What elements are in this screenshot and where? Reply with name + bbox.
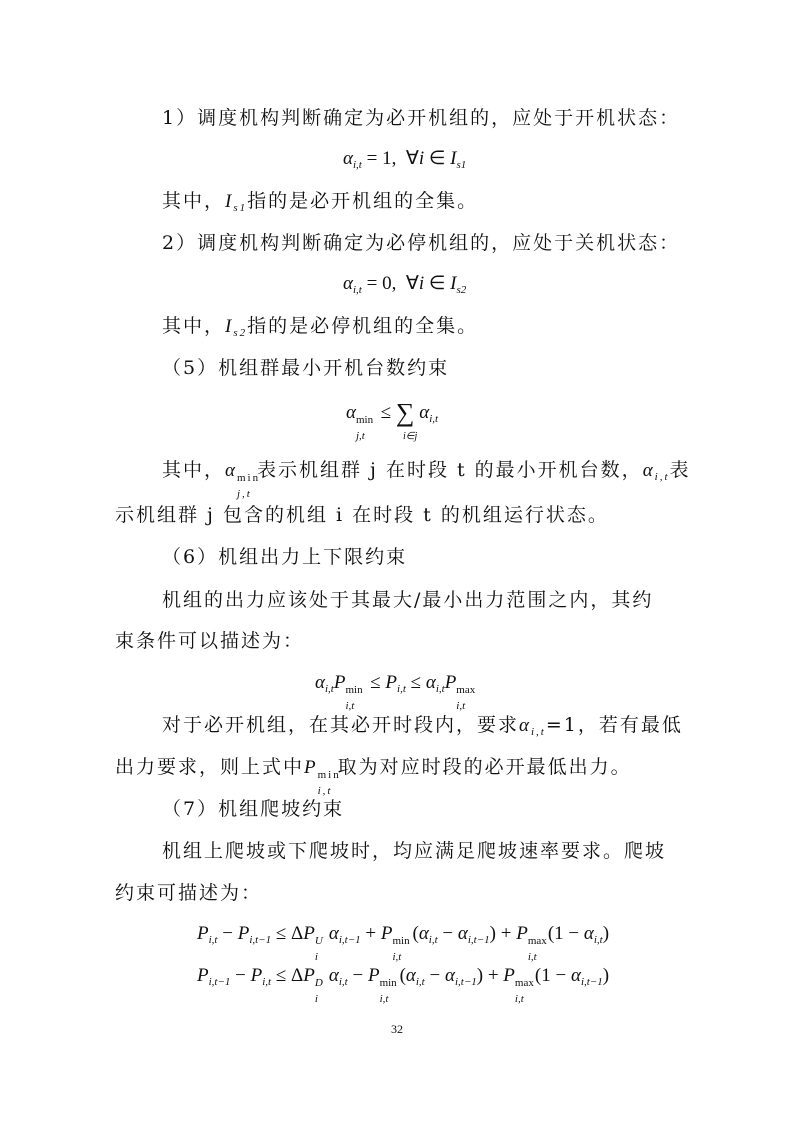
- symbol-P-min-it: P min i,t: [304, 757, 341, 797]
- text-b: 取为对应时段的必开最低出力。: [337, 756, 632, 778]
- text-b: =1，若有最低: [545, 714, 683, 736]
- equation-ramp-down: $P_{i,t-1} - P_{i,t} \le \Delta P$ D i $\alpha_{i,t} - P$ min i,t $(\alpha_{i,t} - \alpha_{i,t-1}) + P$ max i,t $(1 - \alpha_{i,t-1})$: [197, 965, 610, 1005]
- output-limit-paragraph-line2: 束条件可以描述为：: [115, 630, 305, 652]
- ramp-paragraph-line1: 机组上爬坡或下爬坡时，均应满足爬坡速率要求。爬坡: [162, 840, 667, 862]
- text-prefix: 其中，: [162, 315, 226, 337]
- symbol-Is1: $I_{s1}$: [225, 191, 248, 214]
- min-online-description-line1: [162, 458, 691, 500]
- must-run-set-description: [162, 189, 478, 214]
- text-a: 其中，: [162, 459, 226, 481]
- text-a: 对于必开机组，在其必开时段内，要求: [162, 714, 520, 736]
- must-run-output-line1: [162, 713, 683, 738]
- text-a: 出力要求，则上式中: [115, 756, 305, 778]
- equation-ramp-up: $P_{i,t} - P_{i,t-1} \le \Delta P$ U i $\alpha_{i,t-1} + P$ min i,t $(\alpha_{i,t} - \alpha_{i,t-1}) + P$ max i,t $(1 - \alpha_{i,t})$: [197, 923, 610, 963]
- section-6-heading: （6）机组出力上下限约束: [162, 546, 408, 568]
- equation-must-run: $\alpha_{i,t} = 1$, ∀i ∈ $I_{s1}$: [343, 148, 467, 171]
- must-run-output-line2: [115, 755, 632, 797]
- symbol-alpha-it: $\alpha_{i,t}$: [642, 460, 670, 483]
- min-online-description-line2: 示机组群 j 包含的机组 i 在时段 t 的机组运行状态。: [115, 504, 609, 526]
- item-1-must-run: 1）调度机构判断确定为必开机组的，应处于开机状态：: [162, 107, 681, 129]
- section-7-heading: （7）机组爬坡约束: [162, 798, 345, 820]
- text-b: 表示机组群 j 在时段 t 的最小开机台数，: [257, 459, 643, 481]
- text-suffix: 指的是必停机组的全集。: [247, 315, 479, 337]
- must-stop-set-description: [162, 314, 478, 339]
- text-suffix: 指的是必开机组的全集。: [247, 190, 479, 212]
- symbol-Is2: $I_{s2}$: [225, 316, 248, 339]
- equation-must-stop: $\alpha_{i,t} = 0$, ∀i ∈ $I_{s2}$: [343, 273, 467, 296]
- equation-output-limit: $\alpha_{i,t}P$ min i,t ≤ $P_{i,t} \le \alpha_{i,t}P$ max i,t: [315, 672, 476, 712]
- ramp-paragraph-line2: 约束可描述为：: [115, 882, 263, 904]
- page-number: 32: [391, 1022, 403, 1036]
- text-c: 表: [669, 459, 691, 481]
- item-2-must-stop: 2）调度机构判断确定为必停机组的，应处于关机状态：: [162, 232, 681, 254]
- text-prefix: 其中，: [162, 190, 226, 212]
- symbol-alpha-it: $\alpha_{i,t}$: [519, 715, 546, 738]
- section-5-heading: （5）机组群最小开机台数约束: [162, 357, 450, 379]
- symbol-alpha-min-jt: α min j,t: [225, 460, 261, 500]
- equation-min-online: α min j,t ≤ ∑ i∈j $\alpha_{i,t}$: [346, 398, 439, 442]
- output-limit-paragraph-line1: 机组的出力应该处于其最大/最小出力范围之内，其约: [162, 589, 654, 611]
